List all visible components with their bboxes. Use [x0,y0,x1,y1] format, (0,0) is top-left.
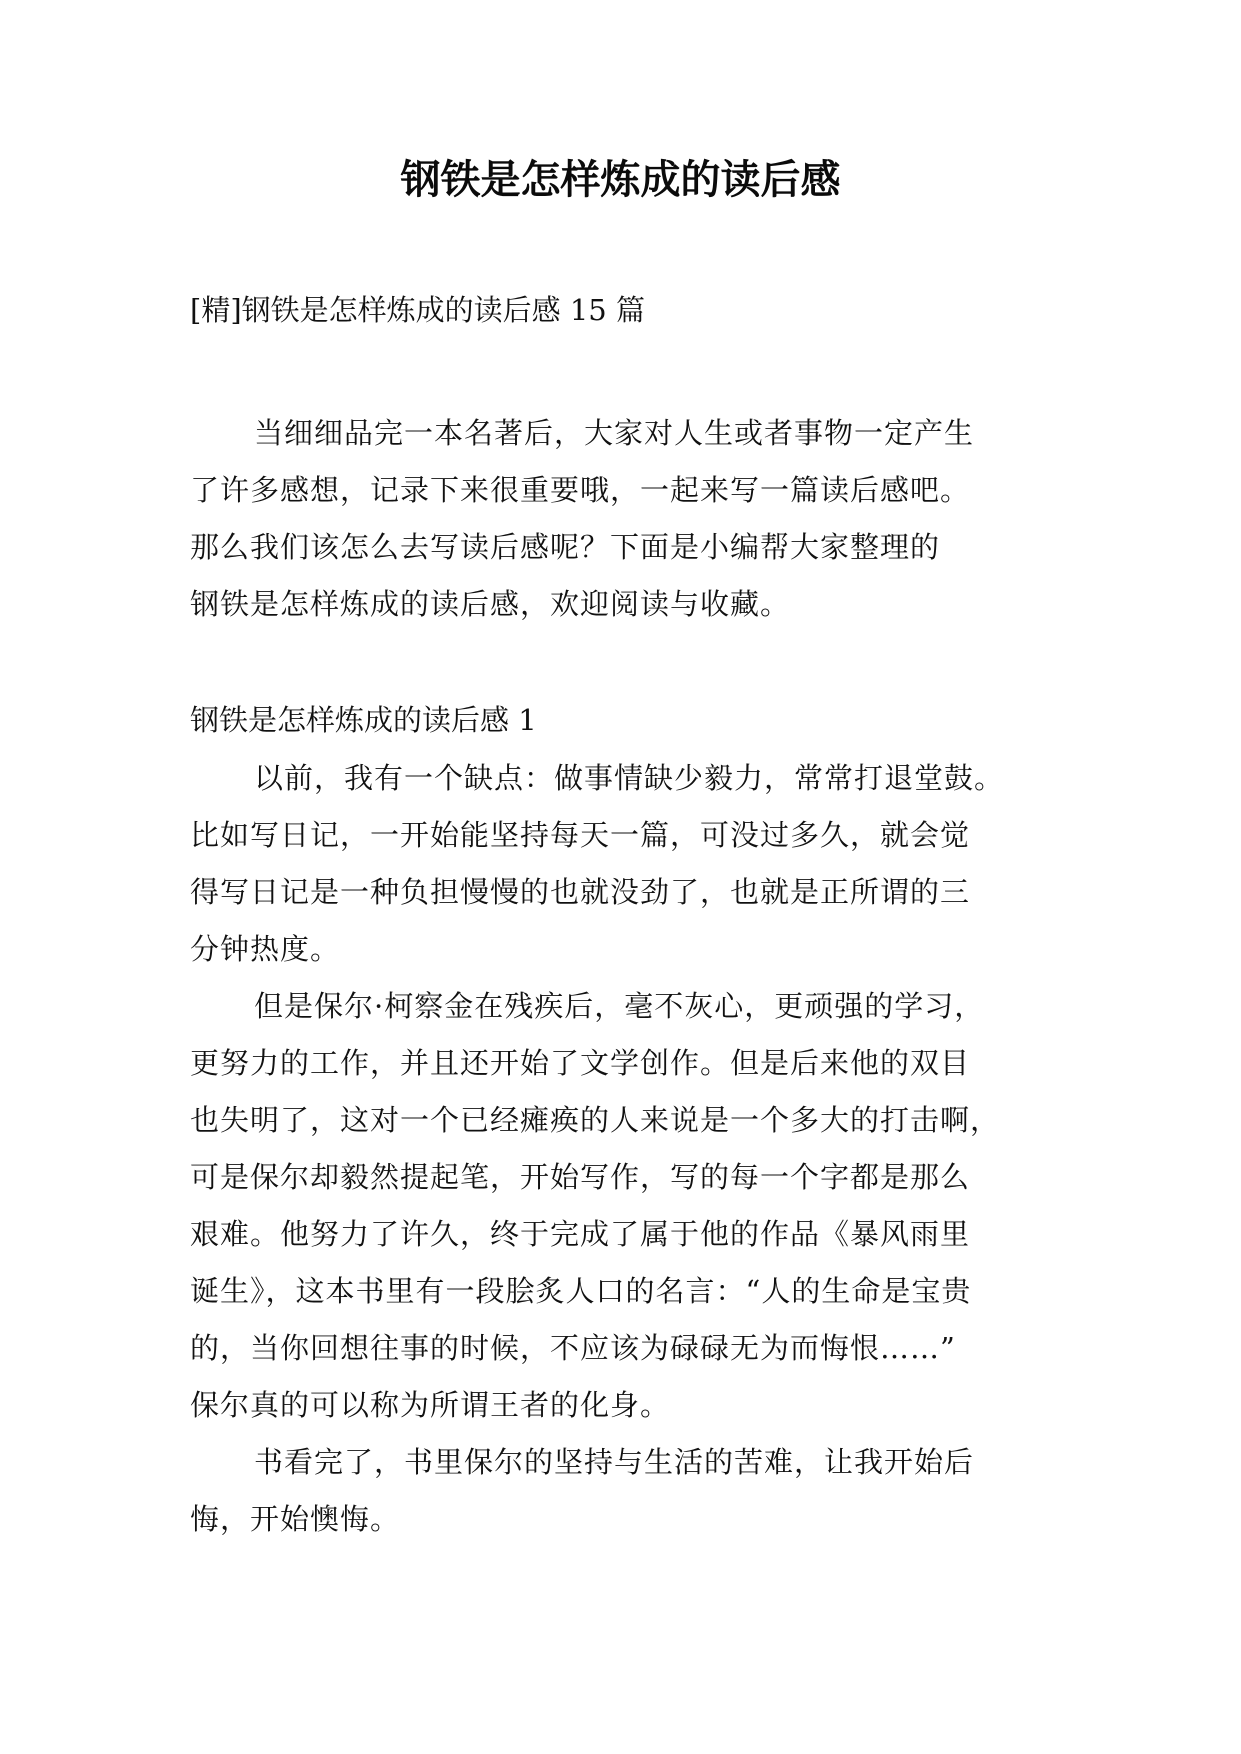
paragraph-line: 艰难。他努力了许久，终于完成了属于他的作品《暴风雨里 [190,1217,971,1251]
document-title: 钢铁是怎样炼成的读后感 [400,157,841,203]
paragraph-line: 分钟热度。 [190,932,341,966]
paragraph-3 [190,1434,1060,1548]
document-subtitle: [精]钢铁是怎样炼成的读后感 15 篇 [190,293,645,327]
paragraph-line: 可是保尔却毅然提起笔，开始写作，写的每一个字都是那么 [190,1160,971,1194]
paragraph-line: 的，当你回想往事的时候，不应该为碌碌无为而悔恨……” [190,1331,956,1365]
paragraph-line: 保尔真的可以称为所谓王者的化身。 [190,1388,671,1422]
paragraph-line: 更努力的工作，并且还开始了文学创作。但是后来他的双目 [190,1046,971,1080]
intro-line: 钢铁是怎样炼成的读后感，欢迎阅读与收藏。 [190,587,791,621]
intro-line: 了许多感想，记录下来很重要哦，一起来写一篇读后感吧。 [190,473,971,507]
paragraph-line: 诞生》，这本书里有一段脍炙人口的名言：“人的生命是宝贵 [190,1274,972,1308]
paragraph-2 [190,978,1060,1434]
paragraph-line: 书看完了，书里保尔的坚持与生活的苦难，让我开始后 [254,1445,975,1479]
paragraph-line: 悔，开始懊悔。 [190,1502,401,1536]
intro-line: 当细细品完一本名著后，大家对人生或者事物一定产生 [254,416,975,450]
paragraph-line: 但是保尔·柯察金在残疾后，毫不灰心，更顽强的学习， [254,989,985,1023]
intro-paragraph [190,405,1060,633]
paragraph-line: 得写日记是一种负担慢慢的也就没劲了，也就是正所谓的三 [190,875,971,909]
paragraph-line: 比如写日记，一开始能坚持每天一篇，可没过多久，就会觉 [190,818,971,852]
section-heading: 钢铁是怎样炼成的读后感 1 [190,703,537,737]
paragraph-1 [190,750,1060,978]
essay-body [190,750,1060,1548]
paragraph-line: 也失明了，这对一个已经瘫痪的人来说是一个多大的打击啊， [190,1103,1001,1137]
intro-line: 那么我们该怎么去写读后感呢？下面是小编帮大家整理的 [190,530,941,564]
paragraph-line: 以前，我有一个缺点：做事情缺少毅力，常常打退堂鼓。 [254,761,1005,795]
